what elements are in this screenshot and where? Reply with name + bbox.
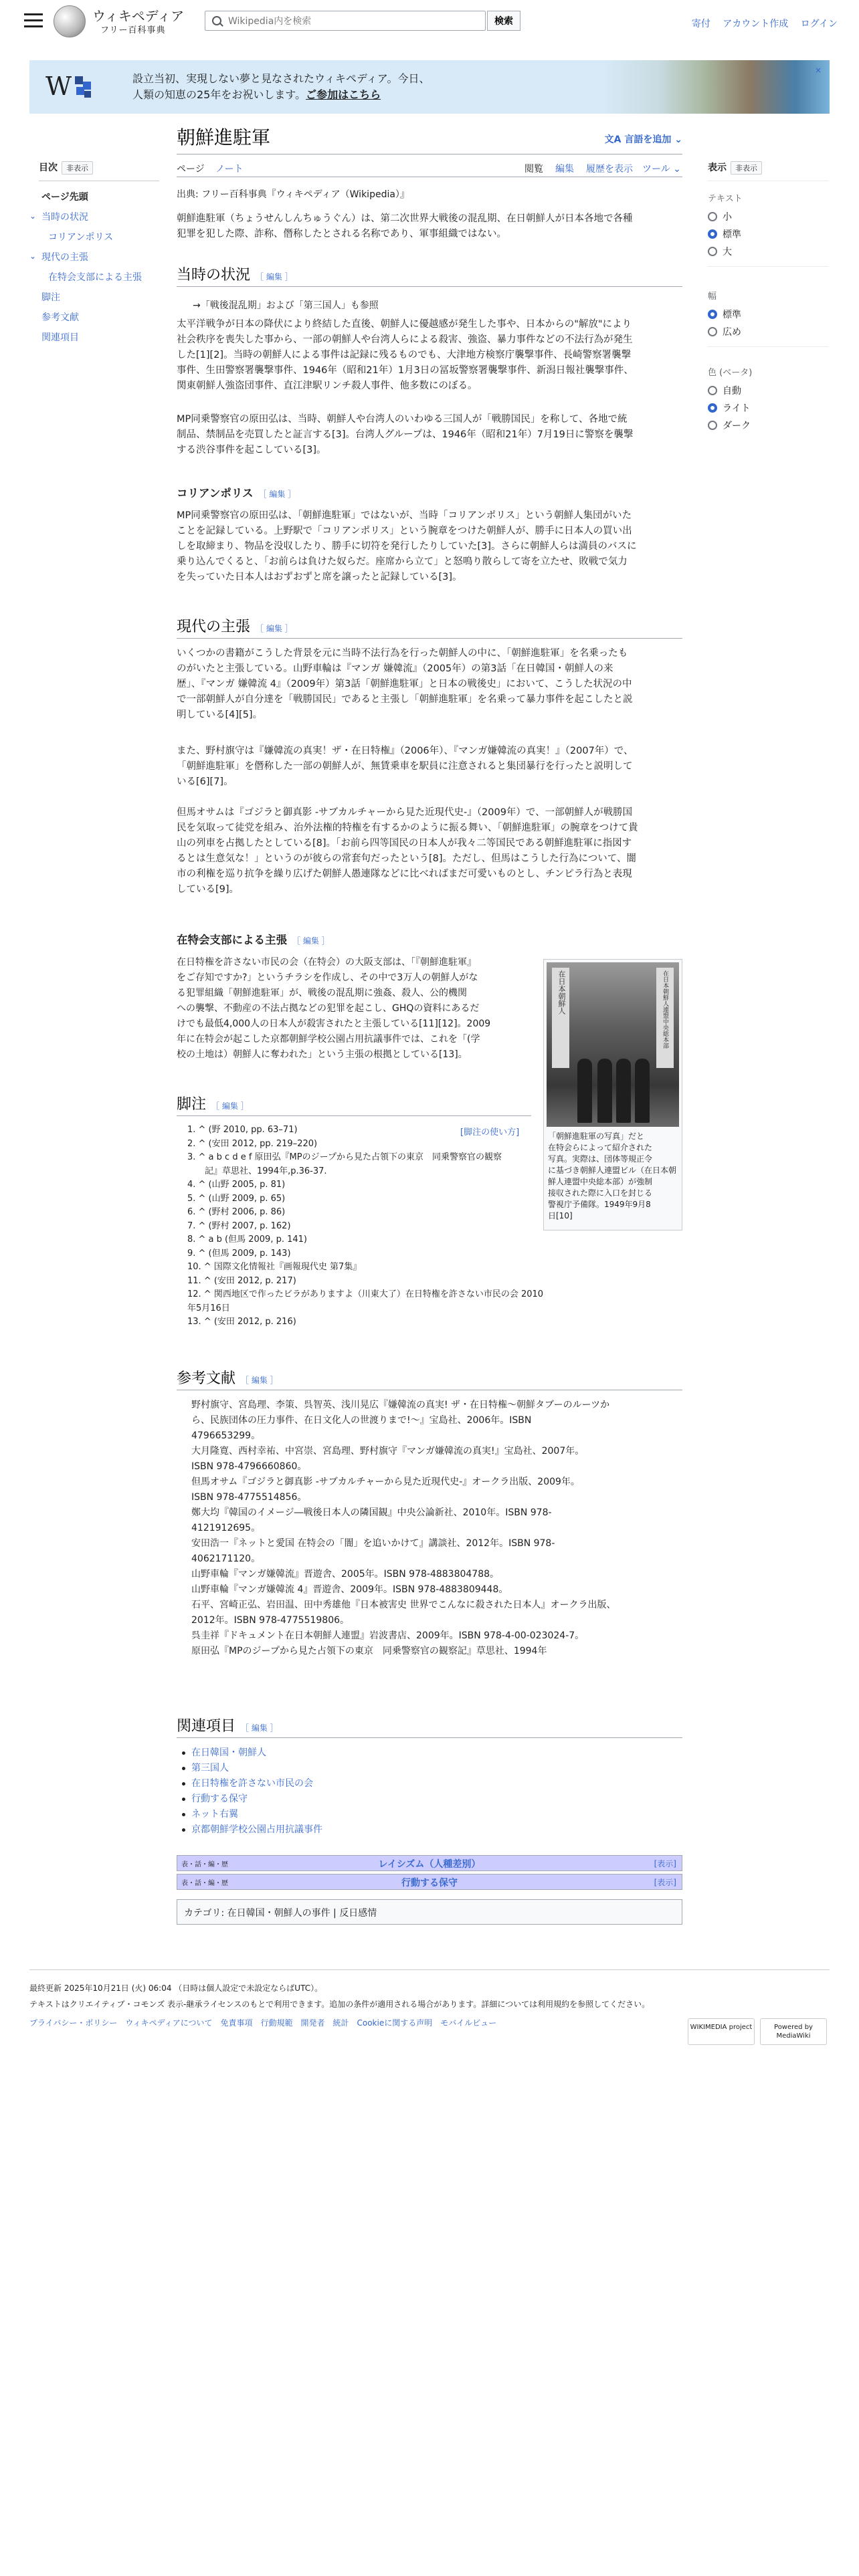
- user-links: [682, 17, 838, 30]
- wikimedia-badge[interactable]: WIKIMEDIA project: [688, 2018, 755, 2045]
- footnotes-list: 1. ^ (野 2010, pp. 63–71) 2. ^ (安田 2012, pp. 219–220) 3. ^ a b c d e f 原田弘『MPのジープから見た占領下の東京 同乗警察官の観察 記』草思社、1994年,p.36-37. 4. ^ (山野 2005, p. 81) 5. ^ (山野 2009, p. 65) 6. ^ (野村 2006, p. 86) 7. ^ (野村 2007, p. 162) 8. ^ a b (但馬 2009, p. 141) 9. ^ (但馬 2009, p. 143) 10. ^ 国際文化情報社『画報現代史 第7集』 11. ^ (安田 2012, p. 217) 12. ^ 関西地区で作ったビラがありますよ（川東大了）在日特権を許さない市民の会 2010年5月16日 13. ^ (安田 2012, p. 216): [187, 1125, 544, 1327]
- main-menu-button[interactable]: [24, 13, 43, 28]
- last-modified: 最終更新 2025年10月21日 (火) 06:04 （日時は個人設定で未設定ならばUTC）。: [29, 1983, 323, 1993]
- table-of-contents: [29, 160, 166, 343]
- text-small-radio[interactable]: 小: [708, 210, 732, 223]
- section-heading-korean-police: コリアンポリス ［ 編集 ］: [177, 487, 296, 500]
- wikipedia-globe-icon[interactable]: [54, 5, 86, 37]
- korean-police-paragraph: MP同乗警察官の原田弘は、「朝鮮進駐軍」ではないが、当時「コリアンポリス」という朝鮮人集団がいた ことを記録している。上野駅で「コリアンポリス」という腕章をつけた朝鮮人が、勝手に日本人の買い出 しを取締まり、物品を没収したり、勝手に切符を発行したりしていた[3]。さらに朝鮮人らは満員のバスに 乗り込んでくると、「お前らは負けた奴らだ。座席から立て」と怒鳴り散らして寄を立たせ、敗戦で気力 を失っていた日本人はおずおずと席を譲ったと記録している[3]。: [177, 510, 637, 582]
- close-icon[interactable]: ×: [814, 66, 822, 75]
- photo-sign-right: 在日本朝鮮人連盟中央総本部: [656, 968, 674, 1068]
- edit-section-link[interactable]: ［ 編集 ］: [256, 272, 293, 282]
- toc-item-situation[interactable]: ⌄ 当時の状況: [29, 211, 88, 223]
- navbox-show-button[interactable]: [表示]: [654, 1878, 676, 1887]
- photo-sign-left: 在日本朝鮮人: [552, 968, 569, 1068]
- intro-paragraph: 朝鮮進駐軍（ちょうせんしんちゅうぐん）は、第二次世界大戦後の混乱期、在日朝鮮人が日本各地で各種 犯罪を犯した際、詐称、僭称したとされる名称であり、軍事組織ではない。: [177, 213, 633, 239]
- section-heading-zaitokukai: 在特会支部による主張 ［ 編集 ］: [177, 934, 330, 946]
- navbox-racism[interactable]: [177, 1855, 682, 1871]
- situation-paragraph-2: MP同乗警察官の原田弘は、当時、朝鮮人や台湾人のいわゆる三国人が「戦勝国民」を称して、各地で統 制品、禁制品を売買したと証言する[3]。台湾人グループは、1946年（昭和21年）7月19日に警察を襲撃 する渋谷事件を起こしている[3]。: [177, 414, 634, 455]
- toc-item-top[interactable]: ページ先頭: [41, 192, 88, 203]
- banner-text: 設立当初、実現しない夢と見なされたウィキペディア。今日、 人類の知恵の25年をお祝いします。ご参加はこちら: [132, 72, 430, 101]
- navbox-show-button[interactable]: [表示]: [654, 1859, 676, 1868]
- login-link[interactable]: ログイン: [800, 19, 838, 29]
- tab-read[interactable]: 閲覧: [524, 164, 543, 175]
- historical-photo[interactable]: [547, 962, 679, 1127]
- section-heading-related: 関連項目 ［ 編集 ］: [177, 1718, 278, 1735]
- search-icon: [212, 16, 221, 25]
- page-title: 朝鮮進駐軍: [177, 126, 271, 148]
- navbox-title[interactable]: レイシズム（人種差別）: [378, 1859, 481, 1870]
- edit-section-link[interactable]: ［ 編集 ］: [211, 1101, 249, 1111]
- width-wide-radio[interactable]: 広め: [708, 325, 741, 338]
- list-item[interactable]: 在日韓国・朝鮮人: [177, 1745, 682, 1761]
- appearance-heading: 表示 非表示: [708, 160, 842, 175]
- tab-talk[interactable]: ノート: [215, 164, 244, 175]
- color-label: 色 (ベータ): [708, 368, 753, 378]
- references-list: 野村旗守、宮島理、李策、呉智英、浅川晃広『嫌韓流の真実! ザ・在日特権〜朝鮮タブーのルーツか ら、民族団体の圧力事件、在日文化人の世渡りまで!〜』宝島社、2006年。ISBN 4796653299。 大月隆寛、西村幸祐、中宮崇、宮島理、野村旗守『マンガ嫌韓流の真実!』宝島社、2007年。 ISBN 978-4796660860。 但馬オサム『ゴジラと御真影 -サブカルチャーから見た近現代史-』オークラ出版、2009年。 ISBN 978-4775514856。 鄭大均『韓国のイメージ―戦後日本人の隣国観』中央公論新社、2010年。ISBN 978- 4121912695。 安田浩一『ネットと愛国 在特会の「闇」を追いかけて』講談社、2012年。ISBN 978- 4062171120。 山野車輪『マンガ嫌韓流』晋遊舎、2005年。ISBN 978-4883804788。 山野車輪『マンガ嫌韓流 4』晋遊舎、2009年。ISBN 978-4883809448。 石平、宮崎正弘、岩田温、田中秀雄他『日本被害史 世界でこんなに殺された日本人』オークラ出版、 2012年。ISBN 978-4775519806。 呉圭祥『ドキュメント在日本朝鮮人連盟』岩波書店、2009年。ISBN 978-4-00-023024-7。 原田弘『MPのジープから見た占領下の東京 同乗警察官の観察記』草思社、1994年: [191, 1400, 616, 1656]
- banner-join-link[interactable]: ご参加はこちら: [306, 88, 381, 101]
- article-source: 出典: フリー百科事典『ウィキペディア（Wikipedia）』: [177, 189, 409, 200]
- color-dark-radio[interactable]: ダーク: [708, 419, 751, 432]
- situation-paragraph: 太平洋戦争が日本の降伏により終結した直後、朝鮮人に優越感が発生した事や、日本からの"解放"により 社会秩序を喪失した事から、一部の朝鮮人や台湾人らによる殺害、強盗、暴力事件などの不法行為が発生 した[1][2]。当時の朝鮮人による事件は記録に残るものでも、大津地方検察庁襲撃事件、長崎警察署襲撃 事件、生田警察署襲撃事件、1946年（昭和21年）1月3日の冨坂警察署襲撃事件、新潟日報社襲撃事件、 関東朝鮮人強盗団事件、直江津駅リンチ殺人事件、他多数にのぼる。: [177, 319, 634, 391]
- toc-item-modern[interactable]: ⌄ 現代の主張: [29, 251, 88, 263]
- mediawiki-badge[interactable]: Powered by MediaWiki: [760, 2018, 827, 2045]
- search-box[interactable]: [205, 11, 486, 31]
- text-standard-radio[interactable]: 標準: [708, 227, 741, 241]
- modern-paragraph-2: また、野村旗守は『嫌韓流の真実！ザ・在日特権』（2006年）、『マンガ嫌韓流の真実！』（2007年）で、 「朝鮮進駐軍」を僭称した一部の朝鮮人が、無賃乗車を駅員に注意されると集団暴行を行ったと説明して いる[6][7]。: [177, 746, 634, 787]
- related-list: [177, 1745, 682, 1838]
- fundraising-banner: [29, 60, 830, 114]
- edit-section-link[interactable]: ［ 編集 ］: [292, 936, 330, 946]
- article-figure: [543, 959, 682, 1230]
- category-links[interactable]: カテゴリ: 在日韓国・朝鮮人の事件 | 反日感情: [177, 1899, 682, 1925]
- svg-text:W: W: [45, 72, 72, 101]
- section-heading-situation: 当時の状況 ［ 編集 ］: [177, 267, 293, 284]
- section-heading-notes: 脚注 ［ 編集 ］: [177, 1096, 249, 1113]
- hatnote: →「戦後混乱期」および「第三国人」も参照: [193, 300, 379, 311]
- language-icon: 文A: [604, 134, 625, 145]
- section-heading-refs: 参考文献 ［ 編集 ］: [177, 1370, 278, 1387]
- section-heading-modern: 現代の主張 ［ 編集 ］: [177, 619, 293, 635]
- search-button[interactable]: 検索: [487, 11, 520, 31]
- toc-hide-button[interactable]: 非表示: [62, 161, 93, 175]
- color-auto-radio[interactable]: 自動: [708, 384, 741, 397]
- figure-caption: 「朝鮮進駐軍の写真」だと 在特会らによって紹介された 写真。実際は、団体等規正令 に基づき朝鮮人連盟ビル（在日本朝 鮮人連盟中央総本部）が強制 接収された際に入口を封じる 警視庁予備隊。1949年9月8 日[10]: [548, 1132, 677, 1220]
- list-item[interactable]: 行動する保守: [177, 1792, 682, 1807]
- appearance-hide-button[interactable]: 非表示: [731, 161, 762, 175]
- wikipedia-25-logo-icon: [45, 70, 96, 103]
- navbox-action-conservative[interactable]: [177, 1874, 682, 1890]
- chevron-down-icon[interactable]: ⌄: [29, 211, 37, 221]
- toc-item-korean-police[interactable]: コリアンポリス: [48, 232, 114, 243]
- width-standard-radio[interactable]: 標準: [708, 308, 741, 321]
- navbox-title[interactable]: 行動する保守: [401, 1878, 458, 1889]
- navbox-ops[interactable]: 表・話・編・歴: [181, 1880, 228, 1887]
- tab-page[interactable]: ページ: [177, 164, 205, 175]
- toc-item-refs[interactable]: 参考文献: [41, 312, 79, 323]
- color-light-radio[interactable]: ライト: [708, 401, 751, 415]
- edit-section-link[interactable]: ［ 編集 ］: [256, 624, 293, 633]
- list-item[interactable]: 第三国人: [177, 1761, 682, 1776]
- zaitokukai-paragraph: 在日特権を許さない市民の会（在特会）の大阪支部は、「『朝鮮進駐軍』 をご存知ですか?」というチラシを作成し、その中で3万人の朝鮮人がな る犯罪組織「朝鮮進駐軍」が、戦後の混乱期に強姦、殺人、公的機関 への襲撃、不動産の不法占拠などの犯罪を起こし、GHQの資料にあるだ けでも最低4,000人の日本人が殺害されたと主張している[11][12]。2009 年に在特会が起こした京都朝鮮学校公園占用抗議事件では、これを「(学 校の土地は）朝鮮人に奪われた」という主張の根拠としている[13]。: [177, 957, 491, 1060]
- site-logo-subtitle: フリー百科事典: [100, 25, 166, 35]
- site-header: [0, 0, 859, 43]
- footer-links[interactable]: プライバシー・ポリシー ウィキペディアについて 免責事項 行動規範 開発者 統計 Cookieに関する声明 モバイルビュー: [29, 2018, 497, 2028]
- tab-edit[interactable]: 編集: [555, 164, 574, 175]
- list-item[interactable]: ネット右翼: [177, 1807, 682, 1822]
- tab-history[interactable]: 履歴を表示: [586, 164, 633, 175]
- text-large-radio[interactable]: 大: [708, 245, 732, 258]
- navbox-ops[interactable]: 表・話・編・歴: [181, 1861, 228, 1868]
- add-language-button[interactable]: 文A 言語を追加 ⌄: [604, 134, 682, 145]
- list-item[interactable]: 在日特権を許さない市民の会: [177, 1776, 682, 1792]
- site-logo-title[interactable]: ウィキペディア: [92, 8, 185, 24]
- search-input[interactable]: [227, 13, 484, 29]
- create-account-link[interactable]: アカウント作成: [723, 19, 789, 29]
- modern-paragraph-3: 但馬オサムは『ゴジラと御真影 -サブカルチャーから見た近現代史-』（2009年）で、一部朝鮮人が戦勝国 民を気取って徒党を組み、治外法権的特権を有するかのように振る舞い、「朝鮮進駐軍」の腕章をつけて貴 山の列車を占拠したとしている[8]。「お前ら四等国民の日本人が我々二等国民である朝鮮進駐軍に指図す るとは生意気な！」というのが彼らの常套句だったという[8]。ただし、但馬はこうした行為について、闇 市の利権を巡り抗争を繰り広げた朝鮮人愚連隊などに比べればまだ可愛いものとし、チンピラ行為と表現 している[9]。: [177, 807, 638, 895]
- toc-item-related[interactable]: 関連項目: [41, 332, 79, 343]
- chevron-down-icon[interactable]: ⌄: [29, 251, 37, 261]
- modern-paragraph-1: いくつかの書籍がこうした背景を元に当時不法行為を行った朝鮮人の中に、「朝鮮進駐軍」を名乗ったも のがいたと主張している。山野車輪は『マンガ 嫌韓流』（2005年）の第3話「在日韓国・朝鮮人の来 歴」、『マンガ 嫌韓流 4』（2009年）第3話「朝鮮進駐軍」と日本の戦後史」において、こうした状況の中 で一部朝鮮人が自分達を「戦勝国民」であると主張し「朝鮮進駐軍」を名乗って暴力事件を起こしたと説 明している[4][5]。: [177, 648, 633, 720]
- toc-item-notes[interactable]: 脚注: [41, 292, 60, 303]
- notes-howto-link[interactable]: [脚注の使い方]: [460, 1128, 520, 1138]
- banner-photo: [602, 60, 830, 114]
- appearance-panel: [708, 160, 842, 431]
- toc-item-zaitokukai[interactable]: 在特会支部による主張: [48, 272, 142, 283]
- edit-section-link[interactable]: ［ 編集 ］: [241, 1723, 278, 1733]
- list-item[interactable]: 京都朝鮮学校公園占用抗議事件: [177, 1822, 682, 1838]
- edit-section-link[interactable]: ［ 編集 ］: [241, 1376, 278, 1385]
- text-size-label: テキスト: [708, 194, 743, 204]
- license-text: テキストはクリエイティブ・コモンズ 表示-継承ライセンスのもとで利用できます。追加の条件が適用される場合があります。詳細については利用規約を参照してください。: [29, 2000, 650, 2009]
- edit-section-link[interactable]: ［ 編集 ］: [258, 490, 296, 499]
- donate-link[interactable]: 寄付: [691, 19, 710, 29]
- tab-tools[interactable]: ツール ⌄: [642, 164, 681, 175]
- toc-heading: 目次 非表示: [39, 160, 166, 175]
- width-label: 幅: [708, 292, 717, 302]
